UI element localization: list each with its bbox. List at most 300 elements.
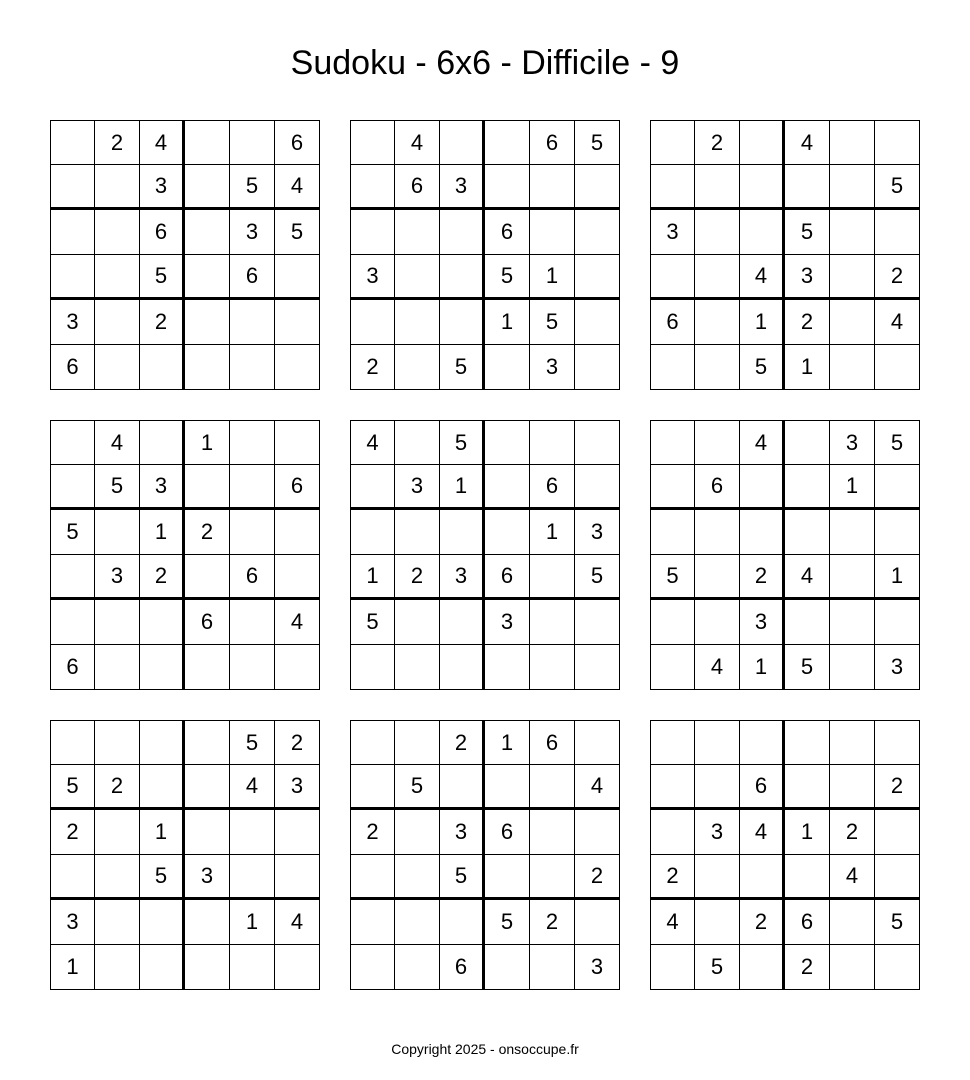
sudoku-cell: 1 [785,345,830,390]
sudoku-cell [575,255,620,300]
sudoku-cell [740,465,785,510]
sudoku-cell [275,300,320,345]
sudoku-cell [95,900,140,945]
sudoku-cell [140,420,185,465]
sudoku-cell [530,555,575,600]
sudoku-cell [140,900,185,945]
sudoku-cell: 1 [350,555,395,600]
sudoku-cell [440,645,485,690]
sudoku-cell: 3 [395,465,440,510]
sudoku-cell: 3 [740,600,785,645]
sudoku-cell [485,945,530,990]
sudoku-cell: 5 [350,600,395,645]
sudoku-cell [350,165,395,210]
sudoku-cell [650,720,695,765]
sudoku-cell [50,210,95,255]
sudoku-cell [440,255,485,300]
sudoku-cell [695,420,740,465]
sudoku-cell [95,510,140,555]
sudoku-cell [185,300,230,345]
sudoku-cell [230,810,275,855]
sudoku-cell [875,810,920,855]
sudoku-cell: 2 [650,855,695,900]
sudoku-cell [875,465,920,510]
sudoku-cell [785,720,830,765]
sudoku-cell: 3 [95,555,140,600]
sudoku-cell [95,645,140,690]
sudoku-cell: 4 [275,165,320,210]
sudoku-cell [440,120,485,165]
sudoku-cell [350,720,395,765]
sudoku-cell: 6 [230,555,275,600]
sudoku-cell [530,420,575,465]
sudoku-cell: 3 [185,855,230,900]
sudoku-cell: 1 [230,900,275,945]
sudoku-cell: 4 [785,555,830,600]
sudoku-cell [185,765,230,810]
sudoku-cell [740,855,785,900]
sudoku-cell: 6 [785,900,830,945]
sudoku-cell [185,255,230,300]
sudoku-cell [185,810,230,855]
sudoku-cell: 4 [695,645,740,690]
sudoku-cell: 4 [275,900,320,945]
sudoku-cell: 2 [185,510,230,555]
sudoku-cell: 5 [140,255,185,300]
sudoku-cell: 5 [230,720,275,765]
sudoku-cell [140,600,185,645]
sudoku-cell: 6 [530,120,575,165]
sudoku-cell: 3 [50,900,95,945]
sudoku-cell [275,255,320,300]
sudoku-cell [530,765,575,810]
sudoku-cell [875,345,920,390]
sudoku-cell [485,345,530,390]
sudoku-cell: 5 [395,765,440,810]
sudoku-cell [830,255,875,300]
sudoku-cell [230,510,275,555]
sudoku-cell: 1 [740,645,785,690]
sudoku-cell: 5 [785,645,830,690]
sudoku-cell: 4 [740,255,785,300]
sudoku-cell [350,645,395,690]
sudoku-cell: 5 [440,855,485,900]
sudoku-cell: 4 [95,420,140,465]
sudoku-cell [695,555,740,600]
sudoku-cell [875,120,920,165]
sudoku-cell [485,420,530,465]
sudoku-grid-9 [650,720,920,990]
sudoku-cell [50,555,95,600]
sudoku-cell [95,600,140,645]
sudoku-cell: 6 [440,945,485,990]
sudoku-cell [785,600,830,645]
sudoku-cell: 6 [275,465,320,510]
sudoku-cell [350,465,395,510]
sudoku-cell [485,120,530,165]
sudoku-cell [695,255,740,300]
sudoku-cell: 5 [485,900,530,945]
sudoku-cell: 2 [695,120,740,165]
sudoku-cell [395,255,440,300]
sudoku-cell [275,855,320,900]
sudoku-cell [50,855,95,900]
sudoku-cell: 2 [350,345,395,390]
sudoku-cell [530,945,575,990]
sudoku-cell: 1 [185,420,230,465]
sudoku-cell: 2 [95,120,140,165]
sudoku-cell: 1 [140,510,185,555]
sudoku-cell [440,300,485,345]
sudoku-cell [140,345,185,390]
sudoku-cell: 1 [50,945,95,990]
sudoku-cell: 5 [740,345,785,390]
sudoku-cell [395,945,440,990]
sudoku-cell [395,300,440,345]
sudoku-cell [650,165,695,210]
sudoku-cell [185,720,230,765]
sudoku-cell [185,165,230,210]
sudoku-cell [275,810,320,855]
sudoku-cell: 3 [440,165,485,210]
sudoku-cell [575,645,620,690]
sudoku-cell: 5 [695,945,740,990]
sudoku-cell [695,210,740,255]
sudoku-cell [830,120,875,165]
sudoku-cell: 5 [50,765,95,810]
sudoku-cell [650,420,695,465]
sudoku-cell [95,855,140,900]
sudoku-cell [395,645,440,690]
sudoku-cell: 4 [230,765,275,810]
sudoku-cell [875,855,920,900]
sudoku-cell [485,510,530,555]
sudoku-cell: 6 [530,720,575,765]
sudoku-cell [830,600,875,645]
sudoku-cell: 6 [230,255,275,300]
sudoku-cell [575,420,620,465]
sudoku-cell: 5 [50,510,95,555]
sudoku-cell [95,345,140,390]
sudoku-cell [695,900,740,945]
sudoku-cell [650,120,695,165]
sudoku-cell: 4 [785,120,830,165]
sudoku-cell [875,510,920,555]
sudoku-cell: 5 [485,255,530,300]
sudoku-cell: 5 [275,210,320,255]
sudoku-cell [440,900,485,945]
sudoku-cell [350,945,395,990]
sudoku-cell [230,600,275,645]
sudoku-cell: 3 [575,945,620,990]
sudoku-cell [50,600,95,645]
sudoku-cell [575,165,620,210]
sudoku-cell [575,210,620,255]
sudoku-cell [650,765,695,810]
sudoku-cell [440,600,485,645]
sudoku-cell [275,510,320,555]
sudoku-cell: 4 [650,900,695,945]
sudoku-cell: 6 [185,600,230,645]
sudoku-cell [575,300,620,345]
sudoku-cell: 2 [140,300,185,345]
sudoku-grid-7 [50,720,320,990]
sudoku-cell [485,165,530,210]
sudoku-cell: 5 [440,420,485,465]
sudoku-cell: 2 [575,855,620,900]
sudoku-cell [650,600,695,645]
sudoku-cell [50,255,95,300]
sudoku-cell [830,645,875,690]
sudoku-cell: 6 [140,210,185,255]
sudoku-cell [650,945,695,990]
sudoku-cell: 1 [875,555,920,600]
sudoku-cell [575,720,620,765]
sudoku-cell [95,810,140,855]
sudoku-cell [185,465,230,510]
sudoku-cell: 2 [50,810,95,855]
sudoku-cell: 3 [230,210,275,255]
sudoku-cell [695,600,740,645]
sudoku-cell [875,945,920,990]
sudoku-cell [485,465,530,510]
sudoku-cell [485,765,530,810]
sudoku-cell [575,600,620,645]
sudoku-cell: 2 [785,945,830,990]
sudoku-grid-4 [50,420,320,690]
sudoku-cell: 6 [485,555,530,600]
sudoku-cell [50,465,95,510]
sudoku-grid-8 [350,720,620,990]
sudoku-cell [230,945,275,990]
sudoku-cell: 3 [785,255,830,300]
sudoku-cell [395,855,440,900]
sudoku-cell [695,720,740,765]
sudoku-cell: 5 [575,555,620,600]
sudoku-cell: 1 [485,300,530,345]
copyright-footer: Copyright 2025 - onsoccupe.fr [391,1041,579,1057]
sudoku-cell: 2 [830,810,875,855]
sudoku-cell [530,855,575,900]
sudoku-cell [395,810,440,855]
sudoku-cell: 3 [875,645,920,690]
sudoku-cell: 2 [875,255,920,300]
sudoku-cell [575,810,620,855]
sudoku-cell [395,720,440,765]
sudoku-cell: 2 [350,810,395,855]
sudoku-cell [785,465,830,510]
sudoku-cell [140,645,185,690]
sudoku-cell [830,300,875,345]
sudoku-cell: 1 [830,465,875,510]
sudoku-cell [530,165,575,210]
sudoku-cell [230,420,275,465]
sudoku-cell: 2 [530,900,575,945]
sudoku-cell [395,210,440,255]
sudoku-cell: 1 [440,465,485,510]
sudoku-cell [50,165,95,210]
sudoku-cell: 6 [395,165,440,210]
sudoku-cell [95,165,140,210]
sudoku-cell [485,645,530,690]
sudoku-cell [50,120,95,165]
sudoku-cell: 4 [740,420,785,465]
sudoku-cell [50,420,95,465]
sudoku-grid-6 [650,420,920,690]
sudoku-cell: 1 [140,810,185,855]
sudoku-cell [695,345,740,390]
sudoku-cell: 2 [275,720,320,765]
sudoku-cell [275,945,320,990]
sudoku-cell [95,945,140,990]
sudoku-cell [575,345,620,390]
sudoku-cell: 2 [140,555,185,600]
sudoku-cell [530,810,575,855]
sudoku-cell: 5 [650,555,695,600]
sudoku-cell [140,945,185,990]
sudoku-cell [185,945,230,990]
sudoku-cell [185,645,230,690]
sudoku-cell [830,945,875,990]
sudoku-cell [95,300,140,345]
sudoku-cell: 6 [650,300,695,345]
sudoku-cell: 5 [875,165,920,210]
sudoku-cell: 3 [275,765,320,810]
sudoku-cell [650,465,695,510]
sudoku-cell: 3 [440,555,485,600]
sudoku-cell [440,765,485,810]
sudoku-cell: 4 [875,300,920,345]
sudoku-cell [695,510,740,555]
sudoku-cell [785,765,830,810]
sudoku-cell: 4 [575,765,620,810]
sudoku-cell [740,945,785,990]
sudoku-cell [650,510,695,555]
sudoku-cell: 5 [875,420,920,465]
sudoku-cell: 4 [830,855,875,900]
sudoku-cell [650,645,695,690]
sudoku-cell: 3 [485,600,530,645]
sudoku-cell: 5 [95,465,140,510]
sudoku-cell [440,210,485,255]
sudoku-cell [350,510,395,555]
sudoku-cell [395,420,440,465]
sudoku-cell [650,345,695,390]
sudoku-cell [830,345,875,390]
sudoku-cell [95,210,140,255]
sudoku-cell [830,720,875,765]
sudoku-cell [440,510,485,555]
sudoku-cell: 6 [50,345,95,390]
sudoku-cell [695,765,740,810]
sudoku-cell: 3 [140,465,185,510]
sudoku-cell [785,510,830,555]
sudoku-cell [185,120,230,165]
sudoku-grid-3 [650,120,920,390]
sudoku-cell [740,720,785,765]
sudoku-cell: 5 [440,345,485,390]
sudoku-cell [275,420,320,465]
sudoku-cell: 6 [50,645,95,690]
sudoku-cell: 5 [575,120,620,165]
sudoku-cell: 1 [740,300,785,345]
sudoku-cell [530,645,575,690]
sudoku-cell: 2 [395,555,440,600]
sudoku-cell: 4 [275,600,320,645]
sudoku-cell [185,555,230,600]
sudoku-cell: 1 [785,810,830,855]
sudoku-cell [695,855,740,900]
sudoku-cell [575,465,620,510]
sudoku-cell [740,165,785,210]
sudoku-cell [350,120,395,165]
sudoku-cell: 6 [275,120,320,165]
sudoku-cell [350,900,395,945]
sudoku-cell [740,120,785,165]
sudoku-cell [350,300,395,345]
sudoku-cell [650,255,695,300]
sudoku-cell [275,345,320,390]
sudoku-cell: 2 [95,765,140,810]
sudoku-cell [830,555,875,600]
sudoku-cell: 2 [740,900,785,945]
sudoku-cell: 3 [350,255,395,300]
sudoku-cell [95,720,140,765]
sudoku-cell: 2 [875,765,920,810]
sudoku-cell [95,255,140,300]
sudoku-cell: 3 [140,165,185,210]
sudoku-cell: 4 [350,420,395,465]
sudoku-cell [830,765,875,810]
sudoku-cell: 6 [740,765,785,810]
sudoku-cell [785,855,830,900]
sudoku-cell [185,345,230,390]
sudoku-cell [230,855,275,900]
sudoku-cell [185,900,230,945]
sudoku-cell [350,210,395,255]
sudoku-cell [695,300,740,345]
sudoku-cell [830,900,875,945]
sudoku-cell [185,210,230,255]
sudoku-cell [395,600,440,645]
sudoku-cell [875,600,920,645]
sudoku-cell [395,510,440,555]
sudoku-cell [830,510,875,555]
sudoku-cell [350,765,395,810]
sudoku-cell: 1 [530,255,575,300]
sudoku-cell [785,165,830,210]
sudoku-cell [485,855,530,900]
sudoku-cell: 3 [440,810,485,855]
sudoku-cell [275,555,320,600]
sudoku-cell: 6 [530,465,575,510]
sudoku-cell: 4 [395,120,440,165]
sudoku-grid-2 [350,120,620,390]
sudoku-cell [740,510,785,555]
sudoku-cell: 3 [650,210,695,255]
sudoku-cell [650,810,695,855]
sudoku-cell [230,345,275,390]
sudoku-cell [50,720,95,765]
sudoku-grid-1 [50,120,320,390]
sudoku-cell [395,345,440,390]
sudoku-cell: 6 [485,210,530,255]
sudoku-cell: 5 [230,165,275,210]
sudoku-cell: 2 [440,720,485,765]
sudoku-cell [530,600,575,645]
sudoku-cell [740,210,785,255]
sudoku-cell [785,420,830,465]
